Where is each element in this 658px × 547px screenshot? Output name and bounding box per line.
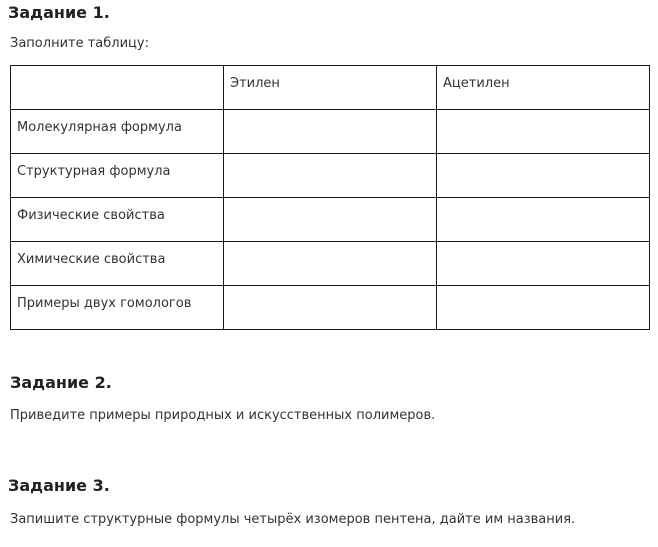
table-row [11, 286, 650, 330]
table-cell [224, 198, 437, 242]
task-1-heading: Задание 1. [8, 3, 110, 22]
table-header-cell-empty [11, 66, 224, 110]
table-cell [224, 286, 437, 330]
table-row [11, 242, 650, 286]
task-1-instruction: Заполните таблицу: [10, 36, 149, 51]
table-cell [437, 198, 650, 242]
row-label-chemical-properties: Химические свойства [11, 242, 224, 286]
table-cell [437, 110, 650, 154]
task-2-text: Приведите примеры природных и искусственных полимеров. [10, 408, 436, 423]
table-cell [224, 110, 437, 154]
table-header-ethylene: Этилен [224, 66, 437, 110]
table-cell [437, 154, 650, 198]
task-3-heading: Задание 3. [8, 476, 110, 495]
task-3-text: Запишите структурные формулы четырёх изомеров пентена, дайте им названия. [10, 512, 576, 527]
comparison-table [10, 65, 650, 330]
table-row [11, 110, 650, 154]
table-header-acetylene: Ацетилен [437, 66, 650, 110]
table-header-row [11, 66, 650, 110]
row-label-structural-formula: Структурная формула [11, 154, 224, 198]
table-cell [224, 154, 437, 198]
row-label-homolog-examples: Примеры двух гомологов [11, 286, 224, 330]
row-label-molecular-formula: Молекулярная формула [11, 110, 224, 154]
table-cell [437, 286, 650, 330]
task-2-heading: Задание 2. [10, 373, 112, 392]
table-cell [224, 242, 437, 286]
table-cell [437, 242, 650, 286]
table-row [11, 154, 650, 198]
table-row [11, 198, 650, 242]
row-label-physical-properties: Физические свойства [11, 198, 224, 242]
